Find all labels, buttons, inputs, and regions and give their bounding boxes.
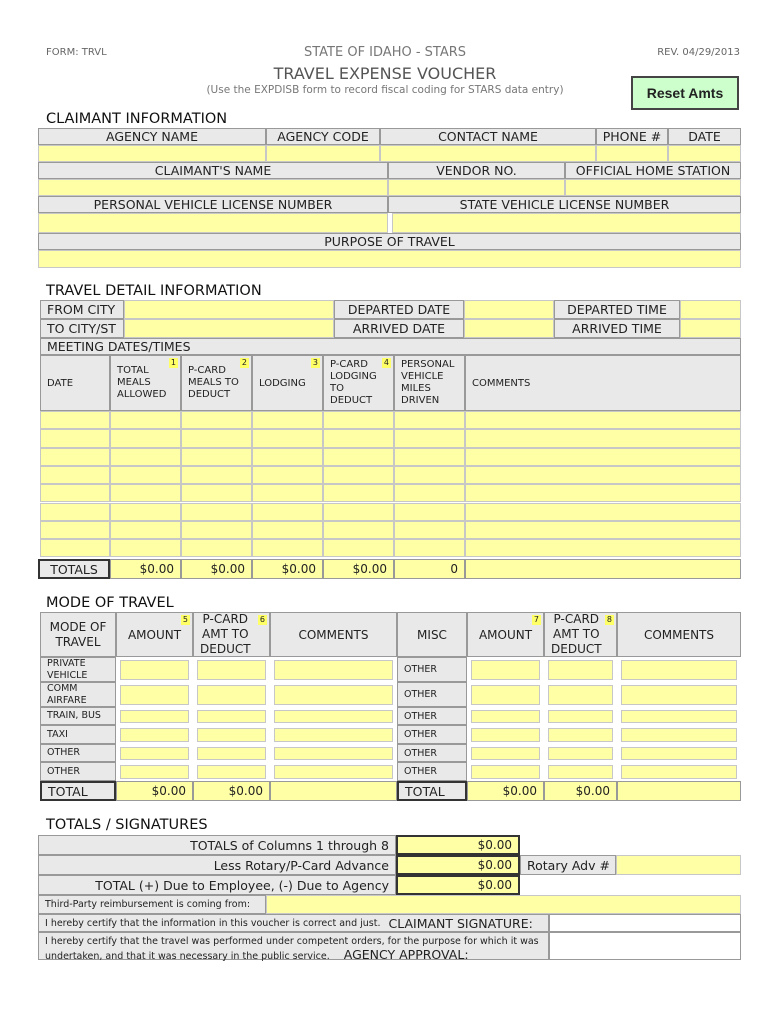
misc-field[interactable]	[548, 685, 613, 705]
mode-field[interactable]	[274, 747, 393, 760]
mode-field[interactable]	[197, 728, 266, 742]
detail-cell[interactable]	[40, 411, 110, 429]
detail-totals-label: TOTALS	[38, 559, 110, 579]
detail-cell[interactable]	[323, 448, 394, 466]
from-city-field[interactable]	[124, 300, 334, 319]
mode-field[interactable]	[120, 710, 189, 723]
detail-cell[interactable]	[394, 429, 465, 447]
mode-field[interactable]	[274, 660, 393, 680]
mode-field[interactable]	[120, 747, 189, 760]
detail-cell[interactable]	[252, 503, 323, 521]
pcard-header-left: P-CARD AMT TO DEDUCT 6	[193, 612, 270, 657]
col-meals-header: TOTAL MEALS ALLOWED 1	[110, 355, 181, 411]
mode-total-comments-left	[270, 781, 397, 801]
home-station-label: OFFICIAL HOME STATION	[565, 162, 741, 179]
detail-cell[interactable]	[252, 466, 323, 484]
mode-row-label: TAXI	[40, 725, 116, 744]
agency-code-label: AGENCY CODE	[266, 128, 380, 145]
misc-field[interactable]	[548, 747, 613, 760]
detail-cell[interactable]	[110, 539, 181, 557]
detail-cell[interactable]	[181, 448, 252, 466]
detail-cell[interactable]	[465, 484, 741, 502]
mode-field[interactable]	[120, 660, 189, 680]
misc-row-label: OTHER	[397, 657, 467, 682]
detail-cell[interactable]	[323, 466, 394, 484]
section-mode-title: MODE OF TRAVEL	[46, 595, 174, 611]
detail-cell[interactable]	[465, 448, 741, 466]
personal-vehicle-label: PERSONAL VEHICLE LICENSE NUMBER	[38, 196, 388, 213]
detail-cell[interactable]	[252, 539, 323, 557]
total-due-label: TOTAL (+) Due to Employee, (-) Due to Agency	[38, 875, 396, 895]
misc-field[interactable]	[471, 765, 540, 779]
arrived-time-label: ARRIVED TIME	[554, 319, 680, 338]
detail-cell[interactable]	[181, 521, 252, 539]
detail-cell[interactable]	[394, 484, 465, 502]
detail-cell[interactable]	[110, 411, 181, 429]
detail-cell[interactable]	[323, 521, 394, 539]
meeting-dates-label: MEETING DATES/TIMES	[40, 338, 741, 355]
misc-field[interactable]	[548, 710, 613, 723]
section-signatures-title: TOTALS / SIGNATURES	[46, 817, 208, 833]
total-pcard-meals: $0.00	[181, 559, 252, 579]
rotary-adv-label: Rotary Adv #	[520, 855, 616, 875]
totals-columns-value: $0.00	[396, 835, 520, 855]
mode-field[interactable]	[274, 710, 393, 723]
detail-cell[interactable]	[323, 503, 394, 521]
misc-field[interactable]	[621, 728, 737, 742]
total-miles: 0	[394, 559, 465, 579]
detail-cell[interactable]	[465, 521, 741, 539]
misc-field[interactable]	[621, 660, 737, 680]
detail-cell[interactable]	[465, 466, 741, 484]
form-code: FORM: TRVL	[46, 47, 107, 58]
agency-approval-label: AGENCY APPROVAL:	[343, 947, 469, 962]
departed-date-label: DEPARTED DATE	[334, 300, 464, 319]
col-pcard-lodging-header: P-CARD LODGING TO DEDUCT 4	[323, 355, 394, 411]
mode-field[interactable]	[120, 728, 189, 742]
mode-header: MODE OF TRAVEL	[40, 612, 116, 657]
detail-cell[interactable]	[252, 429, 323, 447]
agency-name-field[interactable]	[38, 145, 266, 162]
mode-field[interactable]	[274, 765, 393, 779]
detail-cell[interactable]	[252, 521, 323, 539]
misc-field[interactable]	[471, 710, 540, 723]
rotary-adv-field[interactable]	[616, 855, 741, 875]
mode-total-label-right: TOTAL	[397, 781, 467, 801]
mode-total-amount-right: $0.00	[467, 781, 544, 801]
mode-row-label: COMM AIRFARE	[40, 682, 116, 707]
detail-cell[interactable]	[323, 484, 394, 502]
misc-field[interactable]	[471, 728, 540, 742]
state-vehicle-field[interactable]	[392, 213, 741, 233]
arrived-date-label: ARRIVED DATE	[334, 319, 464, 338]
misc-field[interactable]	[471, 660, 540, 680]
agency-line: STATE OF IDAHO - STARS	[303, 45, 467, 60]
detail-cell[interactable]	[110, 429, 181, 447]
col-number-1: 1	[170, 358, 176, 367]
section-travel-detail-title: TRAVEL DETAIL INFORMATION	[46, 283, 262, 299]
agency-name-label: AGENCY NAME	[38, 128, 266, 145]
detail-cell[interactable]	[465, 411, 741, 429]
misc-row-label: OTHER	[397, 707, 467, 725]
col-number-2: 2	[241, 358, 247, 367]
date-field[interactable]	[668, 145, 741, 162]
mode-field[interactable]	[197, 765, 266, 779]
col-miles-header: PERSONAL VEHICLE MILES DRIVEN	[394, 355, 465, 411]
mode-total-pcard-right: $0.00	[544, 781, 617, 801]
detail-cell[interactable]	[110, 466, 181, 484]
detail-cell[interactable]	[394, 521, 465, 539]
third-party-label: Third-Party reimbursement is coming from:	[38, 895, 266, 914]
phone-field[interactable]	[596, 145, 668, 162]
detail-cell[interactable]	[394, 539, 465, 557]
amount-header-left: AMOUNT 5	[116, 612, 193, 657]
mode-row-label: OTHER	[40, 762, 116, 781]
detail-cell[interactable]	[181, 429, 252, 447]
total-comments-field	[465, 559, 741, 579]
contact-name-label: CONTACT NAME	[380, 128, 596, 145]
col-number-4: 4	[383, 358, 389, 367]
vendor-no-label: VENDOR NO.	[388, 162, 565, 179]
mode-row-label: TRAIN, BUS	[40, 707, 116, 725]
misc-field[interactable]	[621, 765, 737, 779]
page-subtitle: (Use the EXPDISB form to record fiscal coding for STARS data entry)	[206, 84, 564, 96]
claimant-signature-field[interactable]	[549, 914, 741, 932]
detail-cell[interactable]	[40, 484, 110, 502]
detail-cell[interactable]	[110, 448, 181, 466]
mode-field[interactable]	[197, 685, 266, 705]
mode-total-amount-left: $0.00	[116, 781, 193, 801]
misc-field[interactable]	[548, 728, 613, 742]
col-number-6: 6	[259, 615, 265, 624]
detail-cell[interactable]	[252, 484, 323, 502]
vendor-no-field[interactable]	[388, 179, 565, 196]
total-due-value: $0.00	[396, 875, 520, 895]
detail-cell[interactable]	[181, 539, 252, 557]
mode-field[interactable]	[197, 747, 266, 760]
misc-field[interactable]	[621, 685, 737, 705]
total-meals: $0.00	[110, 559, 181, 579]
misc-row-label: OTHER	[397, 762, 467, 781]
col-date-header: DATE	[40, 355, 110, 411]
less-rotary-value[interactable]: $0.00	[396, 855, 520, 875]
detail-cell[interactable]	[323, 539, 394, 557]
arrived-date-field[interactable]	[464, 319, 554, 338]
detail-cell[interactable]	[465, 503, 741, 521]
detail-cell[interactable]	[181, 484, 252, 502]
detail-cell[interactable]	[323, 411, 394, 429]
contact-name-field[interactable]	[380, 145, 596, 162]
misc-field[interactable]	[621, 747, 737, 760]
misc-field[interactable]	[621, 710, 737, 723]
detail-cell[interactable]	[394, 503, 465, 521]
mode-field[interactable]	[197, 660, 266, 680]
misc-row-label: OTHER	[397, 744, 467, 762]
detail-cell[interactable]	[40, 448, 110, 466]
detail-cell[interactable]	[323, 429, 394, 447]
misc-field[interactable]	[471, 747, 540, 760]
detail-cell[interactable]	[40, 503, 110, 521]
claimant-signature-label: CLAIMANT SIGNATURE:	[388, 915, 533, 931]
detail-cell[interactable]	[181, 466, 252, 484]
detail-cell[interactable]	[40, 539, 110, 557]
less-rotary-label: Less Rotary/P-Card Advance	[38, 855, 396, 875]
total-lodging: $0.00	[252, 559, 323, 579]
home-station-field[interactable]	[565, 179, 741, 196]
to-city-field[interactable]	[124, 319, 334, 338]
detail-cell[interactable]	[40, 429, 110, 447]
misc-row-label: OTHER	[397, 682, 467, 707]
detail-cell[interactable]	[394, 411, 465, 429]
departed-time-label: DEPARTED TIME	[554, 300, 680, 319]
amount-header-right: AMOUNT 7	[467, 612, 544, 657]
agency-approval-field[interactable]	[549, 932, 741, 960]
revision-date: REV. 04/29/2013	[657, 47, 740, 58]
detail-cell[interactable]	[252, 448, 323, 466]
totals-columns-label: TOTALS of Columns 1 through 8	[38, 835, 396, 855]
detail-cell[interactable]	[181, 411, 252, 429]
from-city-label: FROM CITY	[40, 300, 124, 319]
col-number-5: 5	[182, 615, 188, 624]
misc-row-label: OTHER	[397, 725, 467, 744]
detail-cell[interactable]	[394, 448, 465, 466]
departed-date-field[interactable]	[464, 300, 554, 319]
mode-total-comments-right	[617, 781, 741, 801]
misc-field[interactable]	[548, 660, 613, 680]
total-pcard-lodging: $0.00	[323, 559, 394, 579]
claimant-name-field[interactable]	[38, 179, 388, 196]
claimant-name-label: CLAIMANT'S NAME	[38, 162, 388, 179]
to-city-label: TO CITY/ST	[40, 319, 124, 338]
arrived-time-field[interactable]	[680, 319, 741, 338]
date-label: DATE	[668, 128, 741, 145]
detail-cell[interactable]	[40, 466, 110, 484]
detail-cell[interactable]	[394, 466, 465, 484]
certify-claimant: I hereby certify that the information in this voucher is correct and just. CLAIMANT SIGNATURE:	[38, 914, 549, 932]
pcard-header-right: P-CARD AMT TO DEDUCT 8	[544, 612, 617, 657]
state-vehicle-label: STATE VEHICLE LICENSE NUMBER	[388, 196, 741, 213]
purpose-label: PURPOSE OF TRAVEL	[38, 233, 741, 250]
certify-agency: I hereby certify that the travel was performed under competent orders, for the purpose for which it was undertaken, and that it was necessary in the public service. AGENCY APPROVAL:	[38, 932, 549, 960]
section-claimant-title: CLAIMANT INFORMATION	[46, 111, 228, 127]
detail-cell[interactable]	[181, 503, 252, 521]
detail-cell[interactable]	[40, 521, 110, 539]
mode-row-label: PRIVATE VEHICLE	[40, 657, 116, 682]
third-party-field[interactable]	[266, 895, 741, 914]
col-number-7: 7	[533, 615, 539, 624]
detail-cell[interactable]	[465, 539, 741, 557]
mode-total-label-left: TOTAL	[40, 781, 116, 801]
detail-cell[interactable]	[252, 411, 323, 429]
reset-amounts-button[interactable]: Reset Amts	[631, 76, 739, 110]
mode-total-pcard-left: $0.00	[193, 781, 270, 801]
agency-code-field[interactable]	[266, 145, 380, 162]
col-number-8: 8	[606, 615, 612, 624]
comments-header-right: COMMENTS	[617, 612, 741, 657]
col-pcard-meals-header: P-CARD MEALS TO DEDUCT 2	[181, 355, 252, 411]
purpose-field[interactable]	[38, 250, 741, 268]
mode-field[interactable]	[120, 685, 189, 705]
misc-field[interactable]	[471, 685, 540, 705]
mode-field[interactable]	[274, 685, 393, 705]
page-title: TRAVEL EXPENSE VOUCHER	[273, 64, 497, 83]
comments-header-left: COMMENTS	[270, 612, 397, 657]
misc-header: MISC	[397, 612, 467, 657]
col-lodging-header: LODGING 3	[252, 355, 323, 411]
misc-field[interactable]	[548, 765, 613, 779]
mode-row-label: OTHER	[40, 744, 116, 762]
mode-field[interactable]	[274, 728, 393, 742]
personal-vehicle-field[interactable]	[38, 213, 388, 233]
col-comments-header: COMMENTS	[465, 355, 741, 411]
departed-time-field[interactable]	[680, 300, 741, 319]
col-number-3: 3	[312, 358, 318, 367]
phone-label: PHONE #	[596, 128, 668, 145]
detail-cell[interactable]	[110, 503, 181, 521]
mode-field[interactable]	[120, 765, 189, 779]
detail-cell[interactable]	[465, 429, 741, 447]
detail-cell[interactable]	[110, 521, 181, 539]
mode-field[interactable]	[197, 710, 266, 723]
detail-cell[interactable]	[110, 484, 181, 502]
